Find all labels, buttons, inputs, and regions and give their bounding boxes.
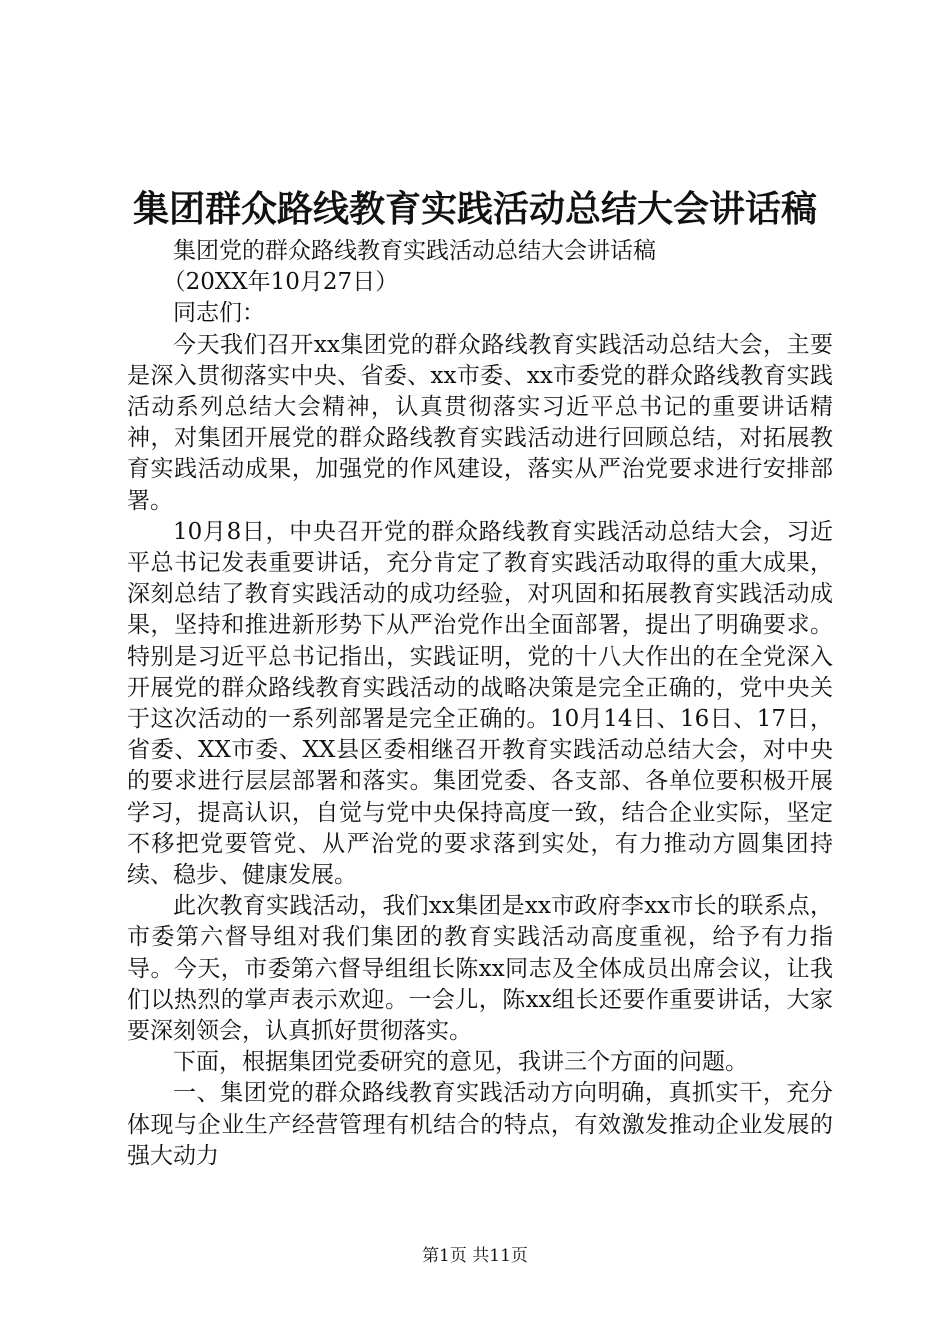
- page-number-footer: 第1页 共11页: [422, 1246, 528, 1266]
- paragraph-2: 10月8日，中央召开党的群众路线教育实践活动总结大会，习近平总书记发表重要讲话，充分肯定了教育实践活动取得的重大成果，深刻总结了教育实践活动的成功经验，对巩固和拓展教育实践活动成果，坚持和推进新形势下从严治党作出全面部署，提出了明确要求。特别是习近平总书记指出，实践证明，党的十八大作出的在全党深入开展党的群众路线教育实践活动的战略决策是完全正确的，党中央关于这次活动的一系列部署是完全正确的。10月14日、16日、17日，省委、XX市委、XX县区委相继召开教育实践活动总结大会，对中央的要求进行层层部署和落实。集团党委、各支部、各单位要积极开展学习，提高认识，自觉与党中央保持高度一致，结合企业实际，坚定不移把党要管党、从严治党的要求落到实处，有力推动方圆集团持续、稳步、健康发展。: [127, 518, 833, 889]
- document-title: 集团群众路线教育实践活动总结大会讲话稿: [132, 188, 817, 230]
- paragraph-3: 此次教育实践活动，我们xx集团是xx市政府李xx市长的联系点，市委第六督导组对我们集团的教育实践活动高度重视，给予有力指导。今天，市委第六督导组组长陈xx同志及全体成员出席会议，让我们以热烈的掌声表示欢迎。一会儿，陈xx组长还要作重要讲话，大家要深刻领会，认真抓好贯彻落实。: [127, 893, 833, 1045]
- document-subtitle: 集团党的群众路线教育实践活动总结大会讲话稿: [173, 238, 656, 264]
- paragraph-5-section-heading: 一、集团党的群众路线教育实践活动方向明确，真抓实干，充分体现与企业生产经营管理有机结合的特点，有效激发推动企业发展的强大动力: [127, 1080, 833, 1169]
- document-body: [127, 236, 833, 1172]
- document-date: （20XX年10月27日）: [162, 269, 399, 296]
- paragraph-4: 下面，根据集团党委研究的意见，我讲三个方面的问题。: [173, 1049, 748, 1076]
- salutation: 同志们：: [173, 300, 265, 327]
- paragraph-1: 今天我们召开xx集团党的群众路线教育实践活动总结大会，主要是深入贯彻落实中央、省委、xx市委、xx市委党的群众路线教育实践活动系列总结大会精神，认真贯彻落实习近平总书记的重要讲话精神，对集团开展党的群众路线教育实践活动进行回顾总结，对拓展教育实践活动成果，加强党的作风建设，落实从严治党要求进行安排部署。: [127, 331, 833, 514]
